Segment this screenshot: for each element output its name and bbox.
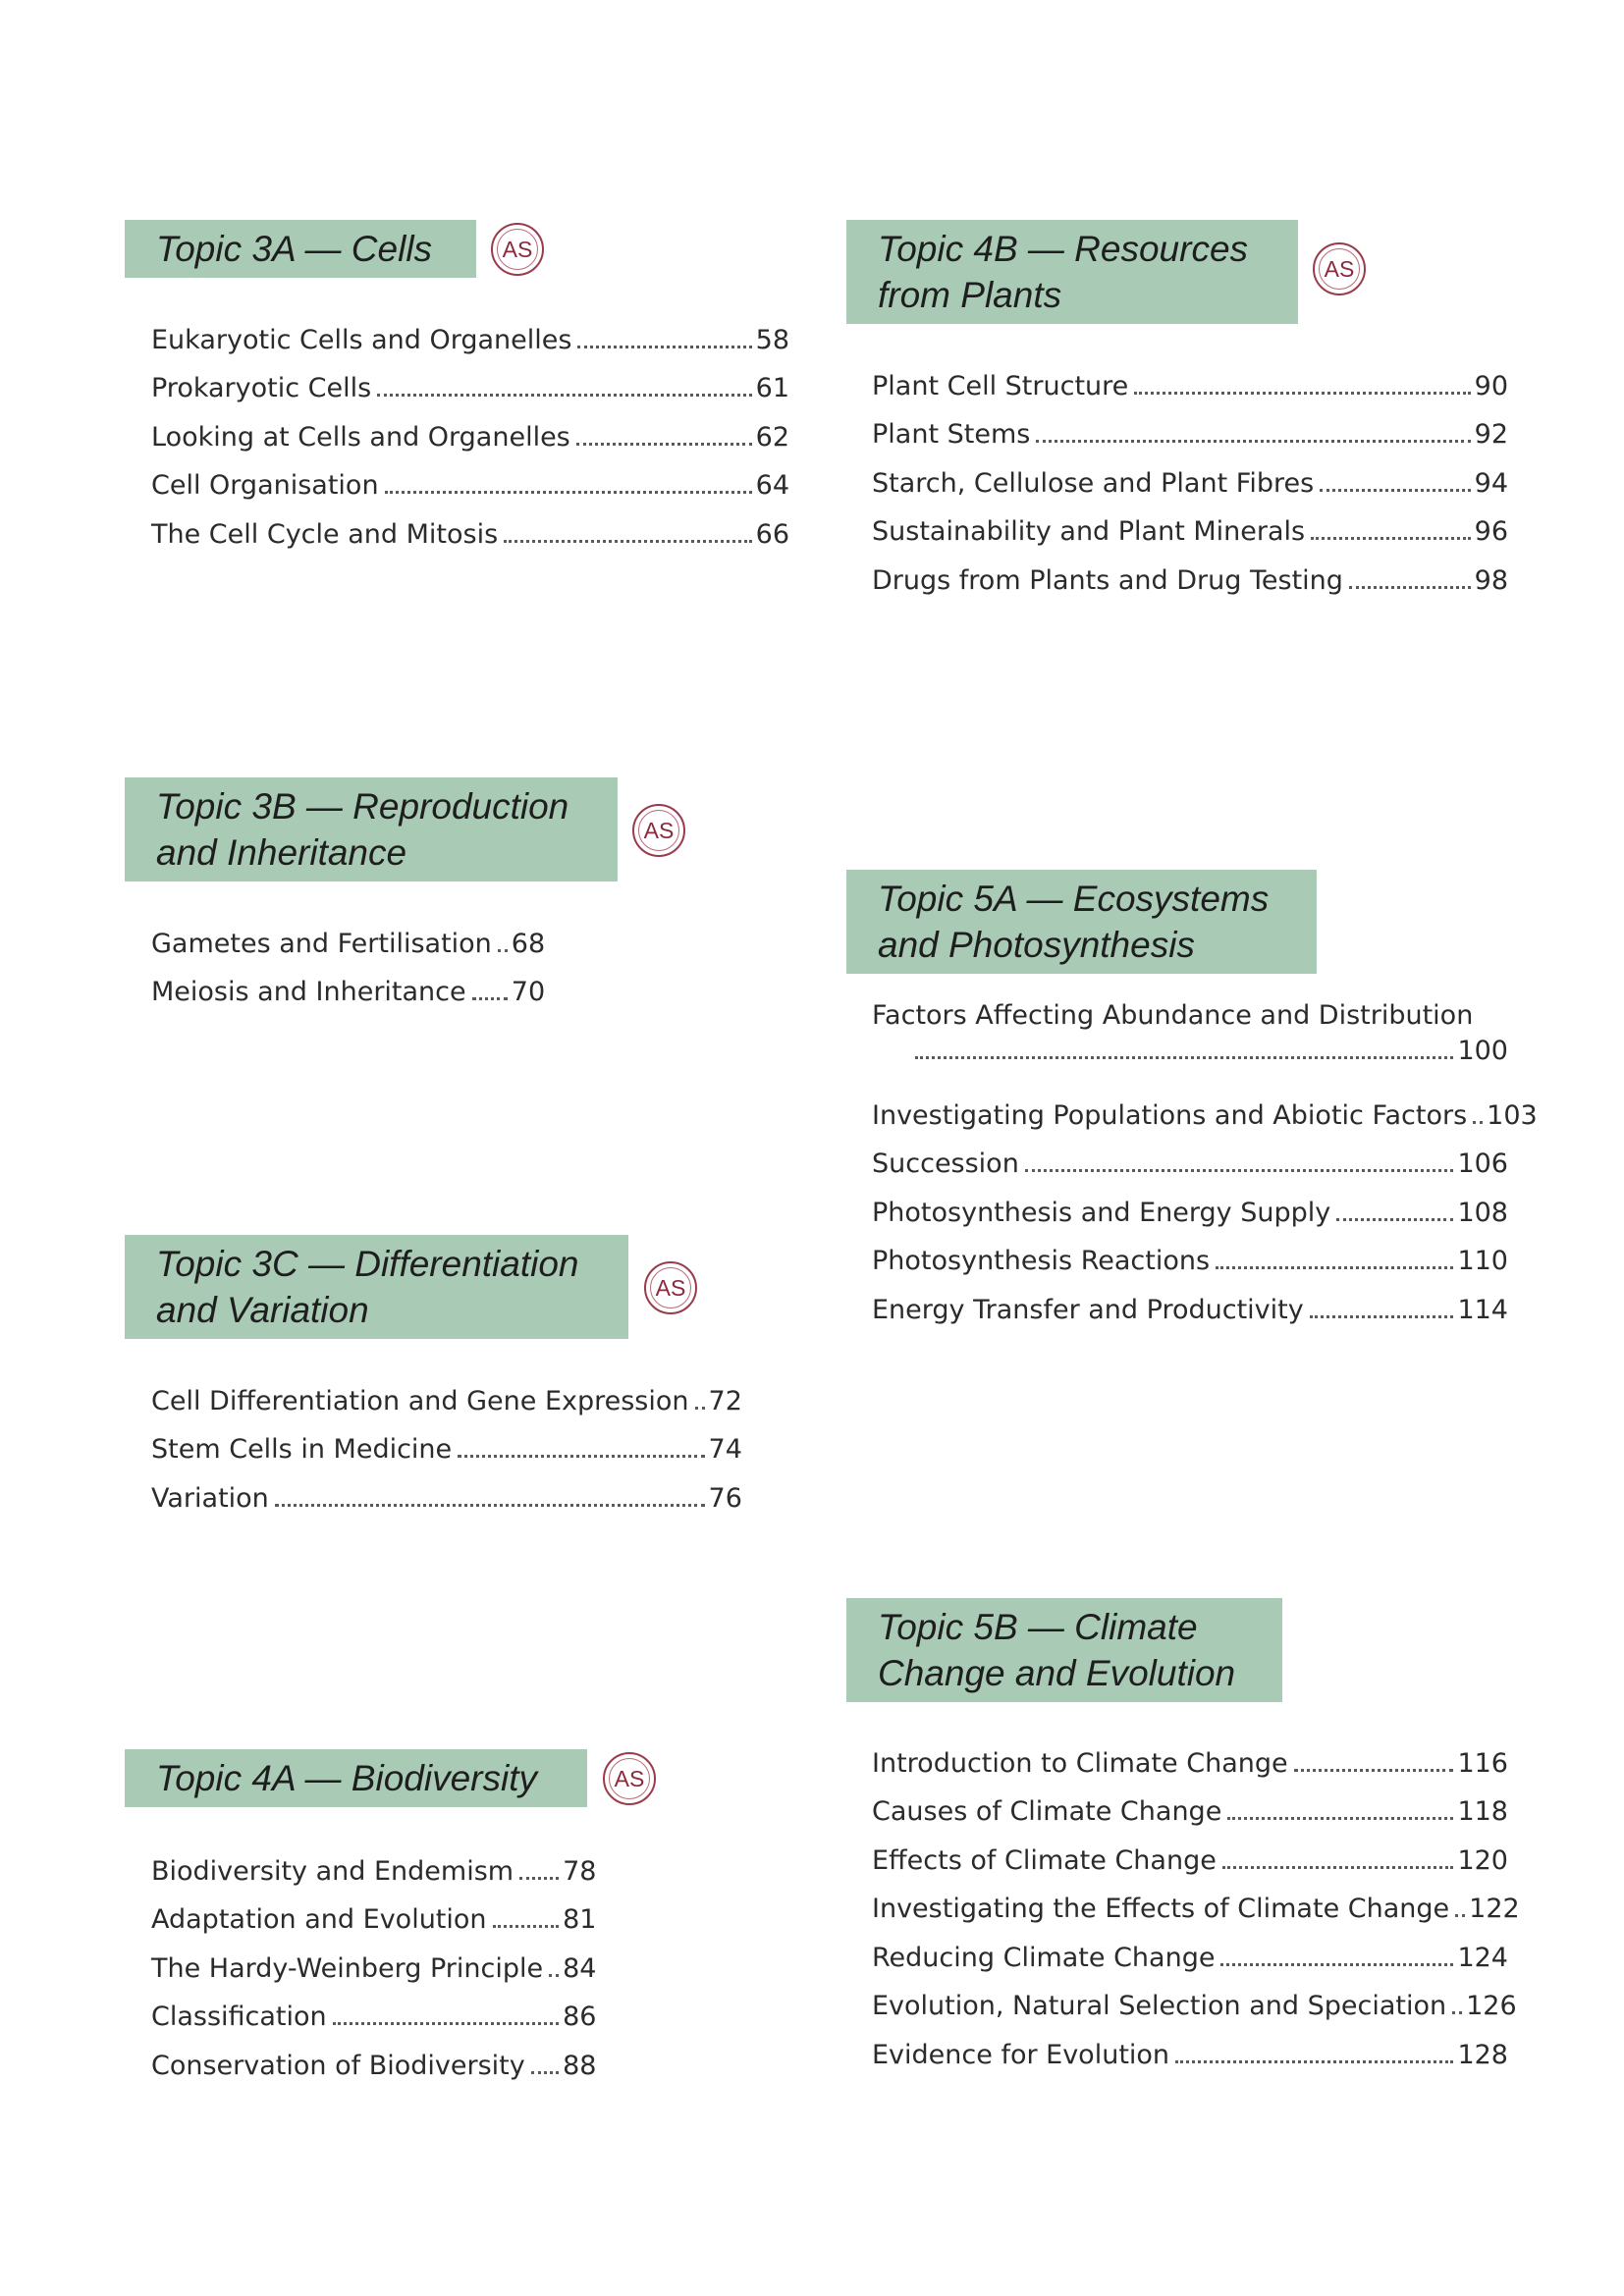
topic-5b-title-line-2: Change and Evolution [878, 1653, 1236, 1693]
toc-entry[interactable] [151, 403, 789, 453]
dot-leader [695, 1407, 705, 1410]
topic-3c-entries [151, 1367, 742, 1514]
dot-leader [275, 1504, 705, 1507]
dot-leader [1320, 489, 1471, 492]
entry-page: 92 [1474, 419, 1508, 450]
entry-title: Drugs from Plants and Drug Testing [872, 564, 1343, 596]
dot-leader [1311, 537, 1471, 540]
topic-5a-title-line-2: and Photosynthesis [878, 925, 1195, 965]
topic-5a-title-line-1: Topic 5A — Ecosystems [878, 879, 1270, 919]
entry-page: 108 [1457, 1197, 1508, 1228]
topic-3c-header [125, 1235, 628, 1339]
entry-title: Cell Differentiation and Gene Expression [151, 1385, 689, 1416]
entry-title: Stem Cells in Medicine [151, 1434, 453, 1465]
entry-page: 90 [1474, 370, 1508, 401]
entry-page: 58 [755, 324, 789, 355]
entry-title: Factors Affecting Abundance and Distribution [872, 1000, 1474, 1031]
dot-leader [1134, 392, 1470, 395]
topic-5b-title-line-1: Topic 5B — Climate [878, 1607, 1198, 1647]
as-badge-icon [1313, 242, 1366, 295]
entry-title: Looking at Cells and Organelles [151, 421, 570, 453]
entry-page: 100 [1457, 1036, 1508, 1066]
topic-3c-title-line-2: and Variation [156, 1290, 369, 1330]
entry-page: 103 [1487, 1099, 1538, 1131]
entry-page: 62 [755, 421, 789, 453]
entry-title: Succession [872, 1148, 1019, 1179]
topic-3a-title-line-1: Topic 3A — Cells [156, 229, 433, 269]
toc-entry[interactable] [872, 2021, 1508, 2070]
toc-entry[interactable] [151, 501, 789, 550]
dot-leader [1175, 2060, 1453, 2063]
dot-leader [458, 1455, 704, 1458]
topic-5b-entries [872, 1730, 1520, 2070]
entry-page: 84 [563, 1952, 597, 1984]
toc-entry[interactable] [872, 1730, 1508, 1779]
topic-4b-title-line-2: from Plants [878, 275, 1062, 315]
toc-entry[interactable] [872, 1779, 1508, 1828]
topic-4a-section [125, 1749, 645, 1807]
topic-4a-entries [151, 1838, 596, 2081]
toc-entry[interactable] [151, 453, 789, 502]
entry-page: 118 [1457, 1796, 1508, 1827]
dot-leader [576, 443, 752, 446]
entry-title: Investigating the Effects of Climate Change [872, 1894, 1450, 1924]
entry-page: 120 [1457, 1844, 1508, 1876]
entry-title: Meiosis and Inheritance [151, 977, 466, 1007]
entry-page: 61 [755, 373, 789, 403]
toc-entry[interactable] [872, 1082, 1538, 1131]
dot-leader [1455, 1914, 1465, 1917]
dot-leader [915, 1056, 1453, 1059]
entry-title: Photosynthesis and Energy Supply [872, 1197, 1331, 1228]
entry-title: Cell Organisation [151, 470, 379, 501]
dot-leader [385, 491, 752, 494]
topic-3c-section [125, 1235, 686, 1339]
entry-page: 78 [563, 1855, 597, 1887]
dot-leader [531, 2071, 559, 2074]
entry-page: 124 [1457, 1942, 1508, 1973]
entry-page: 74 [708, 1434, 742, 1465]
entry-title: Adaptation and Evolution [151, 1904, 487, 1935]
toc-entry[interactable] [151, 1887, 596, 1936]
topic-3b-title-line-1: Topic 3B — Reproduction [156, 786, 569, 827]
entry-title: Plant Stems [872, 419, 1031, 450]
as-badge-label: AS [1324, 255, 1355, 282]
dot-leader [1220, 1963, 1453, 1966]
dot-leader [377, 394, 751, 397]
entry-page: 122 [1469, 1894, 1520, 1924]
topic-5b-header [846, 1598, 1282, 1702]
entry-page: 110 [1457, 1246, 1508, 1276]
entry-page: 96 [1474, 516, 1508, 547]
entry-title: Investigating Populations and Abiotic Factors [872, 1099, 1468, 1131]
toc-entry[interactable] [872, 1973, 1517, 2022]
entry-title: Reducing Climate Change [872, 1942, 1216, 1973]
entry-page: 114 [1457, 1294, 1508, 1325]
dot-leader [1336, 1218, 1453, 1221]
entry-page: 116 [1457, 1747, 1508, 1779]
toc-entry[interactable] [151, 1984, 596, 2033]
dot-leader [1227, 1817, 1453, 1820]
as-badge-label: AS [655, 1274, 686, 1301]
dot-leader [519, 1877, 559, 1880]
entry-title: Eukaryotic Cells and Organelles [151, 324, 572, 355]
entry-title: The Hardy-Weinberg Principle [151, 1952, 544, 1984]
toc-entry[interactable] [872, 1876, 1520, 1925]
as-badge-icon [632, 804, 685, 857]
entry-title: Plant Cell Structure [872, 370, 1129, 401]
entry-page: 106 [1457, 1148, 1508, 1179]
as-badge-icon [603, 1752, 656, 1805]
topic-3b-entries [151, 910, 545, 1007]
entry-page: 94 [1474, 467, 1508, 499]
entry-page: 68 [511, 928, 546, 959]
dot-leader [333, 2022, 559, 2025]
topic-4b-entries [872, 352, 1508, 596]
dot-leader [549, 1974, 559, 1977]
dot-leader [577, 346, 751, 348]
topic-3a-header [125, 220, 476, 278]
dot-leader [504, 540, 752, 543]
dot-leader [472, 997, 508, 1000]
as-badge-label: AS [502, 236, 533, 262]
entry-page: 70 [511, 977, 546, 1007]
entry-title: Causes of Climate Change [872, 1796, 1222, 1827]
topic-3a-entries [151, 306, 789, 550]
dot-leader [1216, 1266, 1453, 1269]
as-badge-icon [491, 223, 544, 276]
entry-title: Gametes and Fertilisation [151, 928, 492, 959]
topic-3b-header [125, 777, 618, 881]
entry-title: Photosynthesis Reactions [872, 1246, 1211, 1276]
topic-5a-header [846, 870, 1317, 974]
dot-leader [1473, 1121, 1483, 1124]
entry-page: 86 [563, 2002, 597, 2032]
entry-page: 64 [755, 470, 789, 501]
entry-title: Introduction to Climate Change [872, 1747, 1288, 1779]
toc-entry[interactable] [872, 1924, 1508, 1973]
toc-entry[interactable] [151, 1465, 742, 1514]
dot-leader [1025, 1169, 1454, 1172]
entry-title: Starch, Cellulose and Plant Fibres [872, 467, 1315, 499]
toc-entry[interactable] [151, 1838, 596, 1887]
toc-entry[interactable] [872, 547, 1508, 596]
entry-title: Effects of Climate Change [872, 1844, 1217, 1876]
dot-leader [493, 1925, 560, 1928]
topic-3a-section [125, 220, 533, 278]
dot-leader [1452, 2011, 1462, 2014]
as-badge-icon [644, 1261, 697, 1314]
entry-page: 128 [1457, 2039, 1508, 2070]
topic-4b-section [846, 220, 1355, 324]
topic-3b-title-line-2: and Inheritance [156, 832, 407, 873]
dot-leader [498, 949, 508, 952]
entry-title: Biodiversity and Endemism [151, 1855, 514, 1887]
topic-4a-title-line-1: Topic 4A — Biodiversity [156, 1758, 537, 1798]
entry-leader-line [872, 1034, 1508, 1066]
entry-page: 72 [708, 1385, 742, 1416]
entry-page: 88 [563, 2050, 597, 2081]
entry-title: Conservation of Biodiversity [151, 2050, 525, 2081]
toc-entry[interactable] [872, 1179, 1508, 1228]
toc-entry[interactable] [151, 306, 789, 355]
entry-title: Evidence for Evolution [872, 2039, 1170, 2070]
dot-leader [1036, 440, 1470, 443]
toc-entry[interactable] [151, 2032, 596, 2081]
toc-entry[interactable] [872, 1131, 1508, 1180]
entry-title: Variation [151, 1482, 269, 1514]
entry-title: Evolution, Natural Selection and Speciation [872, 1991, 1447, 2021]
toc-entry[interactable] [872, 1827, 1508, 1876]
topic-5a-section [846, 870, 1317, 974]
entry-title: Classification [151, 2002, 327, 2032]
topic-4b-header [846, 220, 1298, 324]
toc-entry[interactable] [872, 352, 1508, 401]
topic-3b-section [125, 777, 675, 881]
entry-title: Sustainability and Plant Minerals [872, 516, 1306, 547]
toc-entry[interactable] [151, 959, 545, 1008]
toc-entry[interactable] [872, 401, 1508, 451]
toc-entry[interactable] [872, 1276, 1508, 1325]
as-badge-label: AS [614, 1765, 645, 1791]
entry-page: 81 [563, 1904, 597, 1935]
topic-4a-header [125, 1749, 587, 1807]
toc-entry[interactable] [872, 1001, 1508, 1082]
toc-entry[interactable] [151, 355, 789, 404]
toc-entry[interactable] [151, 1367, 742, 1416]
dot-leader [1294, 1769, 1454, 1772]
toc-entry[interactable] [872, 499, 1508, 548]
dot-leader [1222, 1866, 1454, 1869]
toc-entry[interactable] [151, 910, 545, 959]
toc-entry[interactable] [151, 1935, 596, 1984]
topic-3c-title-line-1: Topic 3C — Differentiation [156, 1244, 579, 1284]
entry-title: The Cell Cycle and Mitosis [151, 518, 499, 550]
topic-5a-entries [872, 1000, 1538, 1325]
toc-entry[interactable] [872, 450, 1508, 499]
entry-page: 98 [1474, 564, 1508, 596]
topic-5b-section [846, 1598, 1282, 1702]
dot-leader [1349, 586, 1471, 589]
entry-page: 126 [1466, 1991, 1517, 2021]
entry-page: 66 [755, 518, 789, 550]
toc-entry[interactable] [872, 1228, 1508, 1277]
entry-page: 76 [708, 1482, 742, 1514]
entry-title: Prokaryotic Cells [151, 373, 372, 403]
as-badge-label: AS [643, 817, 675, 843]
toc-entry[interactable] [151, 1416, 742, 1466]
dot-leader [1310, 1315, 1454, 1318]
topic-4b-title-line-1: Topic 4B — Resources [878, 229, 1249, 269]
entry-title: Energy Transfer and Productivity [872, 1294, 1304, 1325]
